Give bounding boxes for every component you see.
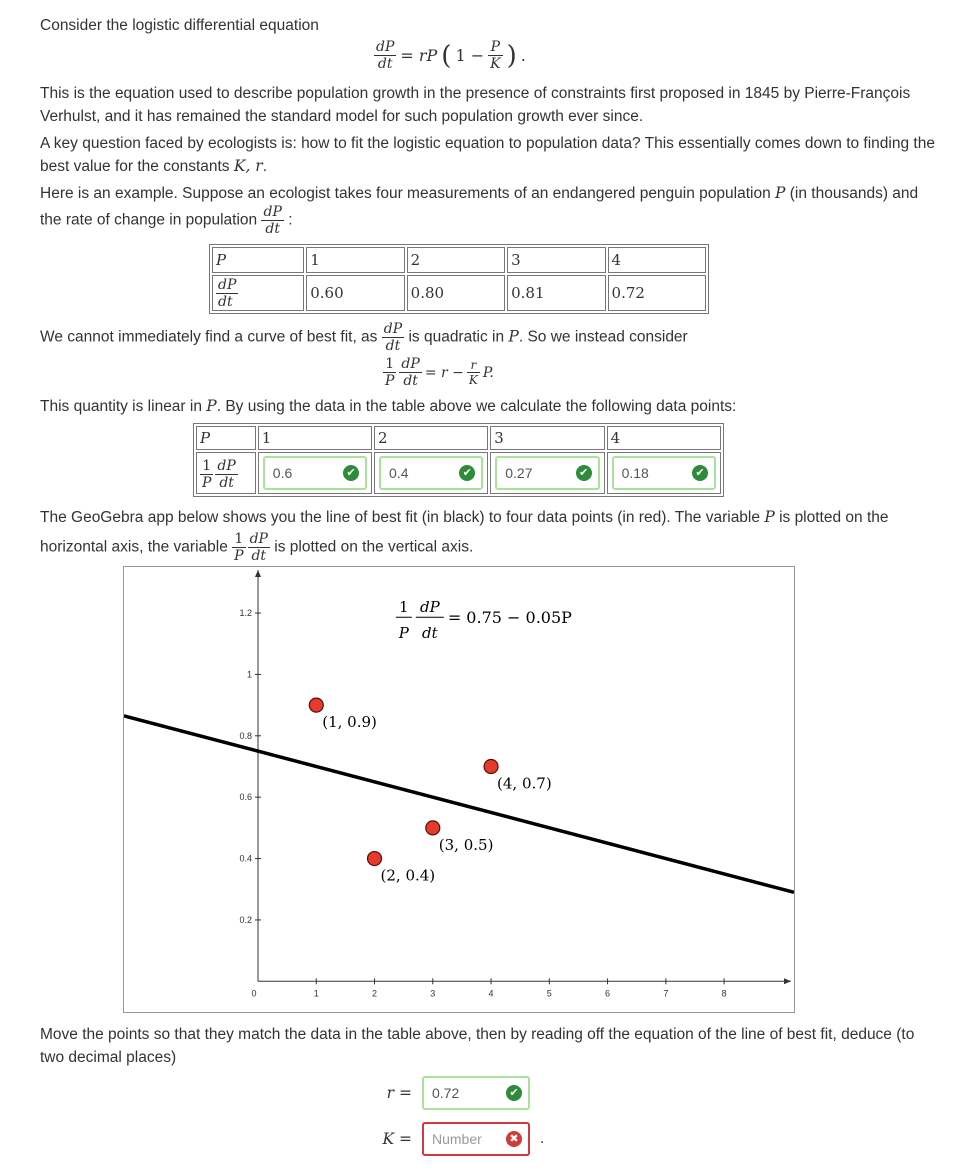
table-row [212,247,706,273]
measurement-table [209,244,709,314]
row-label-inv-p-dpdt [196,452,256,494]
x-axis-arrow [784,978,791,984]
dpdt-den: dt [218,293,233,310]
eq2-k: K [468,373,478,387]
answer-input[interactable] [612,456,716,490]
quadratic-dpdt-den: dt [385,338,401,354]
equation-label-rhs: = 0.75 − 0.05P [447,608,572,628]
k-input[interactable] [422,1122,530,1156]
ggb-dp: dP [249,531,268,547]
quadratic-dpdt-num: dP [383,321,403,337]
constants-vars: K, r [233,157,263,175]
check-icon: ✔ [343,465,359,481]
y-tick-label: 0.6 [239,792,252,803]
ggb-p: P [234,548,244,564]
data-point [368,852,382,866]
intro-text: Consider the logistic differential equation [40,17,319,34]
inv-dp: dP [217,458,236,474]
inv-one: 1 [200,459,213,475]
linear-var: P [206,397,217,415]
eq-period: . [520,46,526,65]
quadratic-text-b: is quadratic in [408,328,505,346]
equation-label-p: P [398,624,409,643]
key-question-text: A key question faced by ecologists is: how to fit the logistic equation to population data? This essentially comes down to finding the best value for the constants [40,135,935,175]
eq2-one: 1 [383,357,396,373]
rate-value: 0.72 [608,275,706,311]
paragraph-history: This is the equation used to describe population growth in the presence of constraints first proposed in 1845 by Pierre-François Verhulst, and it has remained the standard model for such population growth ever since. [40,85,911,125]
answer-input[interactable] [379,456,483,490]
answer-cell [374,452,488,494]
quadratic-text-a: We cannot immediately find a curve of best fit, as [40,328,378,346]
paragraph-geogebra [40,503,940,563]
equation-label-dt: dt [422,624,438,643]
x-tick-label: 8 [721,988,727,999]
x-tick-label: 6 [605,988,611,999]
y-axis-arrow [255,570,261,577]
inv-p: P [202,475,212,491]
x-tick-label: 4 [488,988,494,999]
check-icon: ✔ [692,465,708,481]
k-label: K = [382,1130,412,1148]
p-value: 3 [490,426,604,450]
table-row [196,452,721,494]
paragraph-linear [40,395,940,418]
x-tick-label: 3 [430,988,436,999]
answer-input[interactable] [263,456,367,490]
example-text-a: Here is an example. Suppose an ecologist takes four measurements of an endangered penguin population [40,185,771,202]
ggb-text-a: The GeoGebra app below shows you the line of best fit (in black) to four data points (in red). The variable [40,509,760,526]
x-tick-label: 2 [372,988,378,999]
example-dpdt-den: dt [265,221,280,237]
eq-denominator: dt [377,56,393,72]
eq2-r: r [467,359,480,373]
table-row [196,426,721,450]
y-tick-label: 0.2 [239,914,252,925]
open-paren: ( [441,40,452,71]
linear-equation [383,357,494,388]
ggb-dt: dt [251,548,267,564]
eq-numerator: dP [376,39,395,55]
y-tick-label: 1 [246,669,252,680]
equation-label-dp: dP [419,598,440,617]
x-tick-label: 5 [546,988,552,999]
paragraph-quadratic [40,322,940,353]
answer-cell [490,452,604,494]
eq2-dpdt-num: dP [401,356,420,372]
p-value: 1 [306,247,404,273]
answer-input[interactable] [495,456,599,490]
check-icon: ✔ [506,1085,522,1101]
eq-one-minus: 1 − [455,46,485,65]
paragraph-key-question: A key question faced by ecologists is: how to fit the logistic equation to population data? This essentially comes down to finding the best value for the constants K, r. [40,135,935,175]
inv-dt: dt [219,475,234,491]
k-period: . [540,1130,545,1147]
p-value: 4 [608,247,706,273]
check-icon: ✔ [459,465,475,481]
close-paren: ) [506,40,517,71]
r-label: r = [386,1084,412,1102]
eq-frac-num: P [488,40,502,56]
linear-text-b: . By using the data in the table above we calculate the following data points: [216,398,737,415]
answer-cell [607,452,721,494]
ggb-var-p: P [764,508,775,526]
eq2-dpdt-den: dt [403,373,418,389]
table-row [212,275,706,311]
ggb-text-c: is plotted on the vertical axis. [274,538,474,556]
computed-points-table [193,423,724,497]
y-tick-label: 1.2 [239,608,252,619]
k-placeholder: Number [432,1131,482,1147]
example-text-b: (in thousands) and the rate of change in population [40,185,919,229]
answer-cell [258,452,372,494]
check-icon: ✔ [576,465,592,481]
x-tick-label: 1 [313,988,319,999]
ggb-one: 1 [232,532,245,548]
p-over-k-fraction [488,40,502,71]
data-point-label: (2, 0.4) [380,866,436,885]
row-label-dpdt [212,275,304,311]
quadratic-var: P [508,327,519,346]
quadratic-text-c: . So we instead consider [518,328,688,346]
example-colon: : [288,211,293,229]
data-point-label: (3, 0.5) [438,835,494,854]
best-fit-line [124,716,794,892]
linear-text-a: This quantity is linear in [40,398,202,415]
logistic-equation [374,40,526,71]
r-input[interactable] [422,1076,530,1110]
p-value: 1 [258,426,372,450]
rate-value: 0.60 [306,275,404,311]
cross-icon: ✖ [506,1131,522,1147]
geogebra-applet[interactable] [123,566,795,1013]
example-var-p: P [775,184,786,202]
example-dpdt [261,205,283,236]
r-over-k [467,359,480,386]
eq-middle: = rP [400,46,438,65]
dpdt-fraction [374,40,396,71]
k-answer-row [372,1122,544,1156]
p-value: 2 [374,426,488,450]
paragraph-instruction: Move the points so that they match the data in the table above, then by reading off the equation of the line of best fit, deduce (to two decimal places) [40,1026,915,1066]
y-tick-label: 0.8 [239,730,252,741]
eq2-end: P. [482,364,494,381]
ggb-text-b: is plotted on the horizontal axis, the variable [40,509,889,556]
row-label-p: P [196,426,256,450]
row-label-p: P [212,247,304,273]
data-point-label: (4, 0.7) [497,774,552,793]
eq2-mid: = r − [424,364,464,381]
p-value: 2 [407,247,505,273]
answer-value: 0.4 [389,465,409,481]
one-over-p [383,357,396,388]
r-value: 0.72 [432,1085,460,1101]
p-value: 3 [507,247,605,273]
data-point [309,698,323,712]
example-dpdt-num: dP [263,204,282,220]
y-tick-label: 0.4 [239,853,252,864]
rate-value: 0.80 [407,275,505,311]
eq2-p: P [385,373,395,389]
data-point-label: (1, 0.9) [322,713,377,732]
quadratic-dpdt [382,322,404,353]
p-value: 4 [607,426,721,450]
x-tick-label: 0 [251,988,257,999]
paragraph-example [40,182,940,236]
rate-value: 0.81 [507,275,605,311]
data-point [484,759,498,773]
data-point [426,821,440,835]
answer-value: 0.18 [621,465,649,481]
equation-label-one: 1 [399,598,409,617]
eq2-dpdt [399,357,421,388]
eq-frac-den: K [490,56,501,72]
plot-canvas[interactable] [124,567,794,1012]
r-answer-row [380,1076,530,1110]
x-tick-label: 7 [663,988,669,999]
dpdt-num: dP [218,276,237,293]
answer-value: 0.6 [272,465,293,481]
answer-value: 0.27 [505,465,533,481]
